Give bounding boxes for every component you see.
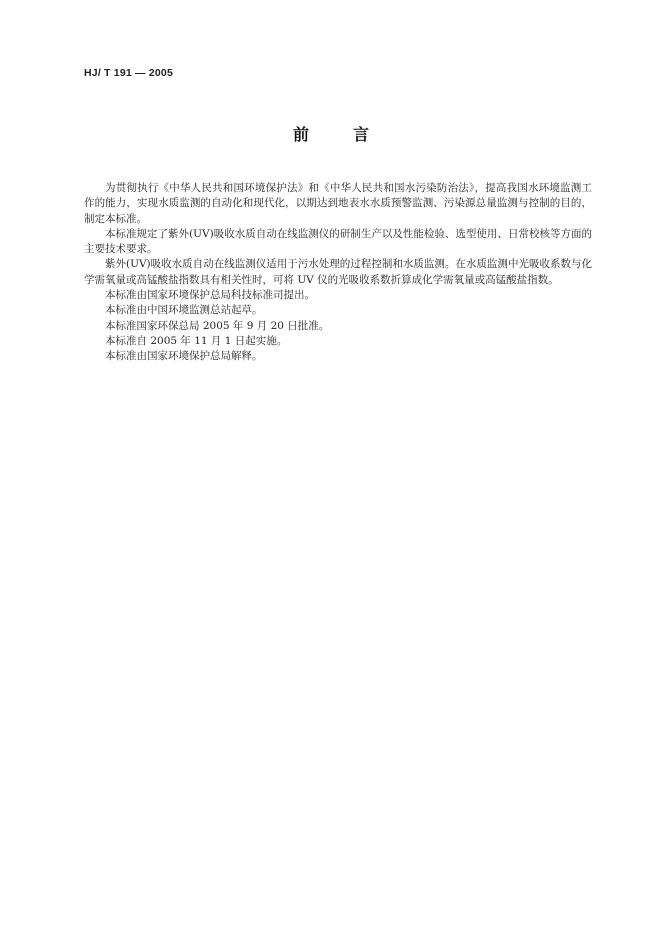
paragraph-purpose: 为贯彻执行《中华人民共和国环境保护法》和《中华人民共和国水污染防治法》，提高我国水环境监测工作的能力，实现水质监测的自动化和现代化，以期达到地表水水质预警监测、污染源总量监测与控制的目的，制定本标准。 — [84, 182, 592, 225]
paragraph-proposer: 本标准由国家环境保护总局科技标准司提出。 — [105, 289, 315, 302]
paragraph-scope: 本标准规定了紫外(UV)吸收水质自动在线监测仪的研制生产以及性能检验、选型使用、日常校核等方面的主要技术要求。 — [84, 227, 592, 256]
foreword-body — [84, 181, 592, 365]
paragraph-interpretation: 本标准由国家环境保护总局解释。 — [105, 350, 263, 363]
page-title: 前言 — [292, 125, 413, 144]
paragraph-drafter: 本标准由中国环境监测总站起草。 — [105, 304, 263, 317]
paragraph-effective-date: 本标准自 2005 年 11 月 1 日起实施。 — [105, 334, 288, 347]
paragraph-approval: 本标准国家环保总局 2005 年 9 月 20 日批准。 — [105, 319, 330, 332]
paragraph-application: 紫外(UV)吸收水质自动在线监测仪适用于污水处理的过程控制和水质监测。在水质监测中光吸收系数与化学需氧量或高锰酸盐指数具有相关性时，可将 UV 仪的光吸收系数折算成化学需氧量或高锰酸盐指数。 — [84, 258, 592, 286]
standard-code: HJ/ T 191 — 2005 — [84, 67, 173, 79]
